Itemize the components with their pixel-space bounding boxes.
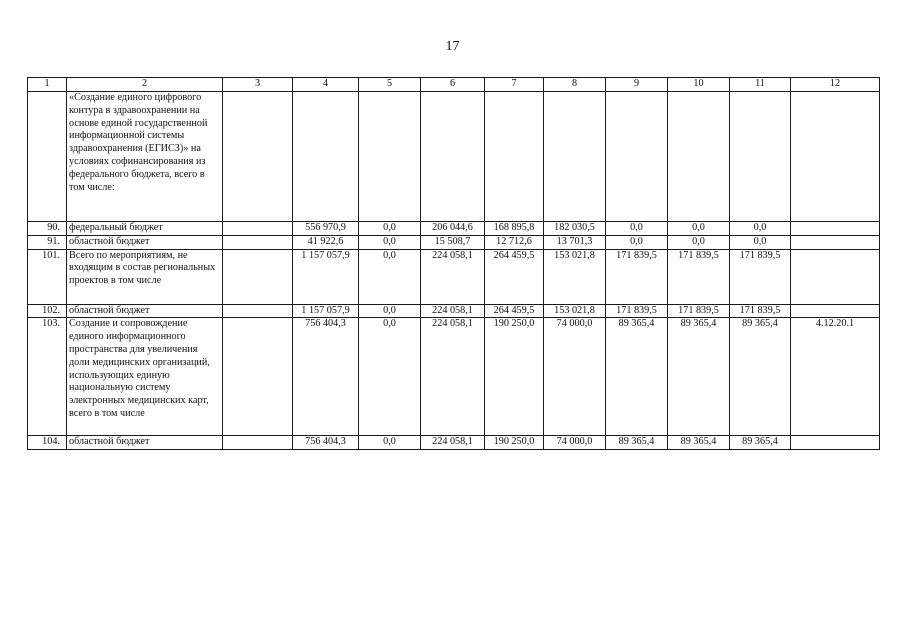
cell-col4	[293, 92, 359, 222]
cell-col6: 224 058,1	[421, 249, 485, 304]
cell-col9	[606, 92, 668, 222]
cell-col12: 4.12.20.1	[791, 318, 880, 436]
table-row	[28, 304, 880, 318]
row-name: «Создание единого цифрового контура в здравоохранении на основе единой государственной информационной системы здравоохранения (ЕГИСЗ)» на условиях софинансирования из федерального бюджета, всего в том числе:	[67, 92, 223, 222]
cell-col10: 171 839,5	[668, 249, 730, 304]
cell-col11: 171 839,5	[730, 249, 791, 304]
column-header: 10	[668, 78, 730, 92]
row-number: 103.	[28, 318, 67, 436]
cell-col6	[421, 92, 485, 222]
cell-col5: 0,0	[359, 222, 421, 236]
cell-col12	[791, 92, 880, 222]
cell-col3	[223, 222, 293, 236]
cell-col5: 0,0	[359, 249, 421, 304]
cell-col6: 224 058,1	[421, 436, 485, 450]
cell-col7: 190 250,0	[485, 318, 544, 436]
row-number: 91.	[28, 235, 67, 249]
cell-col8: 182 030,5	[544, 222, 606, 236]
cell-col10: 89 365,4	[668, 436, 730, 450]
cell-col12	[791, 436, 880, 450]
cell-col11	[730, 92, 791, 222]
table-row	[28, 222, 880, 236]
cell-col9: 171 839,5	[606, 304, 668, 318]
row-name: Всего по мероприятиям, не входящим в состав региональных проектов в том числе	[67, 249, 223, 304]
cell-col10: 89 365,4	[668, 318, 730, 436]
cell-col8: 74 000,0	[544, 436, 606, 450]
row-name: областной бюджет	[67, 235, 223, 249]
cell-col7	[485, 92, 544, 222]
column-header: 12	[791, 78, 880, 92]
cell-col5: 0,0	[359, 235, 421, 249]
cell-col10: 0,0	[668, 235, 730, 249]
column-header: 9	[606, 78, 668, 92]
cell-col10	[668, 92, 730, 222]
column-header: 8	[544, 78, 606, 92]
cell-col4: 556 970,9	[293, 222, 359, 236]
cell-col4: 1 157 057,9	[293, 249, 359, 304]
cell-col11: 0,0	[730, 235, 791, 249]
row-number: 104.	[28, 436, 67, 450]
row-number: 90.	[28, 222, 67, 236]
table-row	[28, 318, 880, 436]
cell-col10: 0,0	[668, 222, 730, 236]
column-header: 4	[293, 78, 359, 92]
column-header: 2	[67, 78, 223, 92]
cell-col3	[223, 235, 293, 249]
cell-col8: 153 021,8	[544, 249, 606, 304]
cell-col9: 171 839,5	[606, 249, 668, 304]
cell-col3	[223, 304, 293, 318]
cell-col4: 756 404,3	[293, 436, 359, 450]
cell-col11: 0,0	[730, 222, 791, 236]
cell-col4: 41 922,6	[293, 235, 359, 249]
cell-col12	[791, 235, 880, 249]
cell-col6: 224 058,1	[421, 304, 485, 318]
cell-col11: 89 365,4	[730, 318, 791, 436]
cell-col6: 224 058,1	[421, 318, 485, 436]
cell-col12	[791, 304, 880, 318]
header-row	[28, 78, 880, 92]
cell-col5	[359, 92, 421, 222]
page-number: 17	[445, 39, 460, 54]
cell-col9: 0,0	[606, 235, 668, 249]
cell-col8: 13 701,3	[544, 235, 606, 249]
table-row	[28, 235, 880, 249]
cell-col12	[791, 222, 880, 236]
row-name: областной бюджет	[67, 304, 223, 318]
cell-col3	[223, 436, 293, 450]
cell-col6: 15 508,7	[421, 235, 485, 249]
column-header: 5	[359, 78, 421, 92]
cell-col7: 190 250,0	[485, 436, 544, 450]
cell-col8	[544, 92, 606, 222]
budget-table	[27, 77, 880, 450]
row-number: 102.	[28, 304, 67, 318]
table-row	[28, 436, 880, 450]
cell-col11: 171 839,5	[730, 304, 791, 318]
cell-col11: 89 365,4	[730, 436, 791, 450]
cell-col8: 74 000,0	[544, 318, 606, 436]
cell-col8: 153 021,8	[544, 304, 606, 318]
column-header: 6	[421, 78, 485, 92]
column-header: 1	[28, 78, 67, 92]
row-name: Создание и сопровождение единого информационного пространства для увеличения доли медицинских организаций, использующих единую национальную систему электронных медицинских карт, всего в том числе	[67, 318, 223, 436]
row-name: федеральный бюджет	[67, 222, 223, 236]
cell-col4: 1 157 057,9	[293, 304, 359, 318]
row-name: областной бюджет	[67, 436, 223, 450]
cell-col7: 264 459,5	[485, 304, 544, 318]
table-row	[28, 249, 880, 304]
cell-col4: 756 404,3	[293, 318, 359, 436]
cell-col9: 89 365,4	[606, 436, 668, 450]
cell-col3	[223, 249, 293, 304]
cell-col9: 89 365,4	[606, 318, 668, 436]
row-number: 101.	[28, 249, 67, 304]
cell-col3	[223, 318, 293, 436]
cell-col3	[223, 92, 293, 222]
row-number	[28, 92, 67, 222]
cell-col7: 168 895,8	[485, 222, 544, 236]
cell-col7: 264 459,5	[485, 249, 544, 304]
table-row	[28, 92, 880, 222]
cell-col5: 0,0	[359, 318, 421, 436]
cell-col5: 0,0	[359, 436, 421, 450]
cell-col9: 0,0	[606, 222, 668, 236]
cell-col10: 171 839,5	[668, 304, 730, 318]
cell-col7: 12 712,6	[485, 235, 544, 249]
column-header: 7	[485, 78, 544, 92]
column-header: 11	[730, 78, 791, 92]
cell-col5: 0,0	[359, 304, 421, 318]
column-header: 3	[223, 78, 293, 92]
cell-col12	[791, 249, 880, 304]
cell-col6: 206 044,6	[421, 222, 485, 236]
